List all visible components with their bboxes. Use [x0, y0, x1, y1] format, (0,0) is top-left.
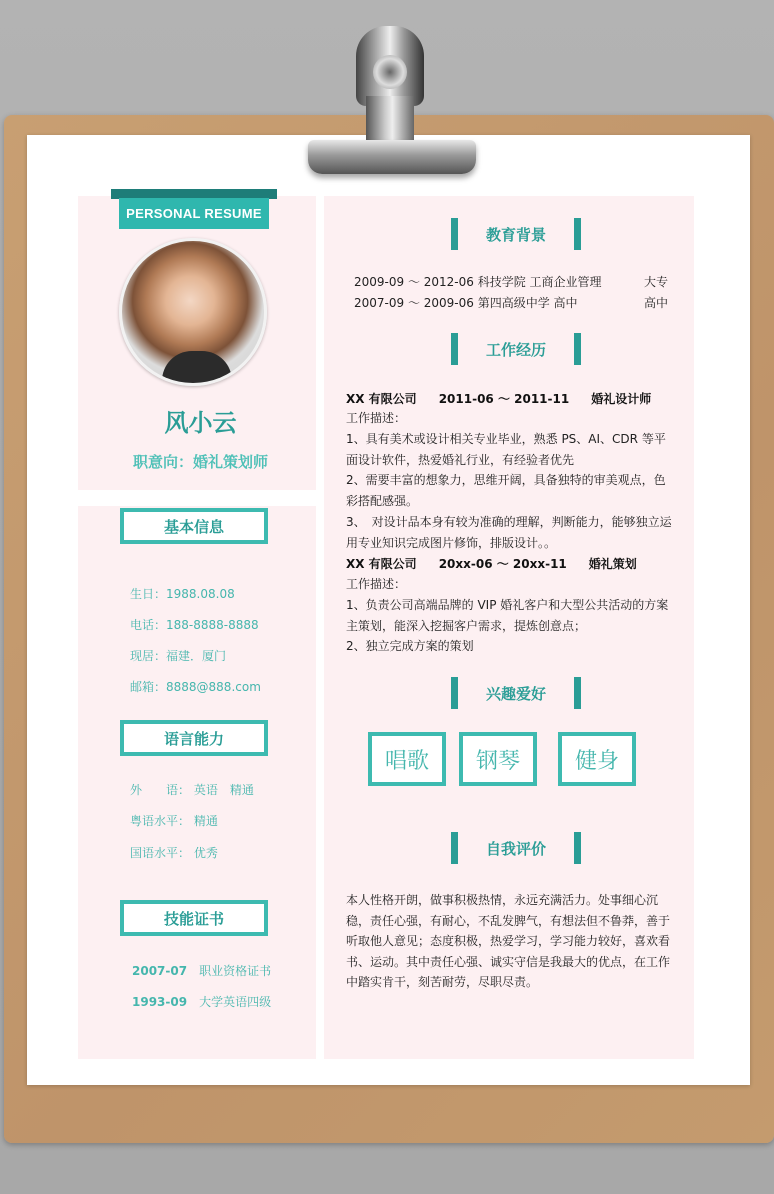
job-role: 婚礼设计师 — [591, 392, 652, 406]
cert-row — [132, 962, 271, 979]
cert-name: 职业资格证书 — [199, 964, 272, 978]
job-description: 1、负责公司高端品牌的 VIP 婚礼客户和大型公共活动的方案主策划，能深入挖掘客户需求，提炼创意点； 2、独立完成方案的策划 — [346, 598, 669, 654]
job-header — [346, 390, 673, 407]
avatar — [119, 238, 267, 386]
education-period: 2009-09 ～ 2012-06 科技学院 工商企业管理 — [354, 275, 602, 289]
self-eval-heading: 自我评价 — [451, 832, 581, 864]
hobbies-heading: 兴趣爱好 — [451, 677, 581, 709]
language-row: 国语水平： 优秀 — [130, 846, 218, 860]
job-period: 2011-06 ～ 2011-11 — [438, 392, 570, 406]
job-header — [346, 555, 659, 572]
personal-resume-ribbon: PERSONAL RESUME — [119, 198, 269, 229]
job-role: 婚礼策划 — [588, 557, 637, 571]
skills-heading: 技能证书 — [120, 900, 268, 936]
self-eval-text: 本人性格开朗，做事积极热情，永远充满活力。处事细心沉稳，责任心强，有耐心，不乱发脾气，有想法但不鲁莽，善于听取他人意见；态度积极，热爱学习，学习能力较好，喜欢看书、运动。其中责任心强、诚实守信是我最大的优点，在工作中踏实肯干，刻苦耐劳，尽职尽责。 — [346, 893, 671, 990]
cert-year: 2007-07 — [132, 964, 188, 978]
education-period: 2007-09 ～ 2009-06 第四高级中学 高中 — [354, 296, 578, 310]
basic-info-heading: 基本信息 — [120, 508, 268, 544]
phone-row: 电话：188-8888-8888 — [130, 618, 259, 632]
job-desc-label: 工作描述： — [346, 411, 407, 425]
job-company: XX 有限公司 — [346, 557, 417, 571]
binder-clip-base — [308, 140, 476, 174]
work-heading: 工作经历 — [451, 333, 581, 365]
binder-clip-arm — [366, 96, 414, 144]
birthday-row: 生日：1988.08.08 — [130, 587, 235, 601]
job-intent: 职意向：婚礼策划师 — [132, 453, 268, 471]
hobby-tag: 健身 — [558, 732, 636, 786]
person-name: 风小云 — [164, 409, 237, 437]
language-row: 粤语水平： 精通 — [130, 814, 218, 828]
cert-name: 大学英语四级 — [199, 995, 272, 1009]
cert-row — [132, 993, 271, 1010]
binder-clip-hole — [373, 55, 407, 89]
hobby-tag: 唱歌 — [368, 732, 446, 786]
job-description: 1、具有美术或设计相关专业毕业，熟悉 PS、AI、CDR 等平面设计软件，热爱婚礼行业，有经验者优先 2、需要丰富的想象力，思维开阔，具备独特的审美观点，色彩搭配感强。 3、 对设计品本身有较为准确的理解，判断能力，能够独立运用专业知识完成图片修饰，排版设计。。 — [346, 432, 672, 550]
language-row: 外 语： 英语 精通 — [130, 783, 254, 797]
cert-year: 1993-09 — [132, 995, 188, 1009]
job-desc-label: 工作描述： — [346, 577, 407, 591]
job-company: XX 有限公司 — [346, 392, 417, 406]
education-degree: 大专 — [644, 275, 669, 289]
education-row — [354, 294, 669, 311]
job-period: 20xx-06 ～ 20xx-11 — [438, 557, 567, 571]
language-heading: 语言能力 — [120, 720, 268, 756]
education-row — [354, 273, 669, 290]
education-heading: 教育背景 — [451, 218, 581, 250]
residence-row: 现居：福建．厦门 — [130, 649, 227, 663]
education-degree: 高中 — [644, 296, 669, 310]
email-row: 邮箱：8888@888.com — [130, 680, 261, 694]
hobby-tag: 钢琴 — [459, 732, 537, 786]
